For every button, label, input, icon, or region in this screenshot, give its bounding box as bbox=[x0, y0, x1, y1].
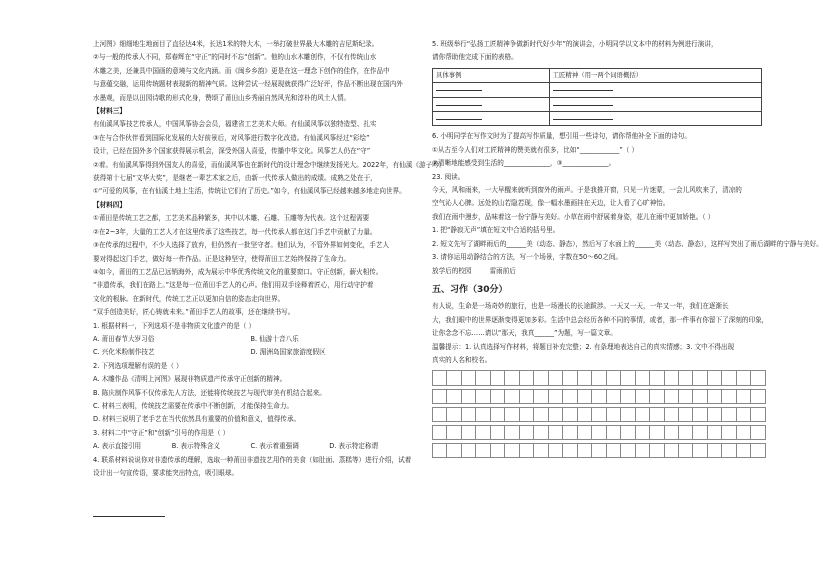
grid-cell[interactable] bbox=[548, 444, 562, 458]
grid-cell[interactable] bbox=[751, 371, 766, 385]
grid-cell[interactable] bbox=[678, 444, 692, 458]
grid-cell[interactable] bbox=[548, 389, 562, 403]
q2-option-d[interactable]: D. 材料三说明了老手艺在当代依然具有重要的价值和意义，值得传承。 bbox=[93, 415, 301, 424]
grid-cell[interactable] bbox=[592, 371, 606, 385]
grid-cell[interactable] bbox=[693, 444, 707, 458]
grid-cell[interactable] bbox=[664, 407, 678, 421]
grid-cell[interactable] bbox=[664, 444, 678, 458]
q1-option-c[interactable]: C. 兴化米粉制作技艺 bbox=[93, 348, 155, 357]
left-column bbox=[93, 38, 446, 480]
grid-cell[interactable] bbox=[707, 425, 721, 439]
grid-cell[interactable] bbox=[461, 425, 475, 439]
grid-cell[interactable] bbox=[722, 389, 736, 403]
grid-cell[interactable] bbox=[751, 444, 766, 458]
q1-option-d[interactable]: D. 湄洲岛国家旅游度假区 bbox=[250, 348, 326, 357]
answer-line[interactable] bbox=[93, 516, 165, 517]
grid-cell[interactable] bbox=[534, 425, 548, 439]
grid-cell[interactable] bbox=[678, 425, 692, 439]
grid-cell[interactable] bbox=[650, 389, 664, 403]
grid-cell[interactable] bbox=[490, 425, 504, 439]
material3-line: ①“可爱的风筝，在有仙溪土地上生活，传统让它们有了历史。”如今，有仙溪风筝已经越来越多地走向世界。 bbox=[93, 187, 406, 196]
grid-cell[interactable] bbox=[693, 407, 707, 421]
grid-cell[interactable] bbox=[447, 371, 461, 385]
question-1-options bbox=[93, 333, 408, 346]
material4-line: ②在2~3年，大量的工艺人才在这里传承了这些技艺，每一代传承人都在这门手艺中贡献了力量。 bbox=[93, 227, 377, 236]
intro-line: 木雕之美，还兼具中国画的意境与文化内涵。而《闽乡乡韵》更是在这一理念下创作的佳作，在作品中 bbox=[93, 66, 390, 75]
material4-line: ③在传承的过程中，不少人选择了放弃，但仍然有一批坚守者。他们认为，不管外界如何变化，手艺人 bbox=[93, 241, 390, 250]
grid-cell[interactable] bbox=[664, 425, 678, 439]
grid-cell[interactable] bbox=[736, 425, 750, 439]
grid-cell[interactable] bbox=[461, 407, 475, 421]
grid-cell[interactable] bbox=[534, 407, 548, 421]
grid-cell[interactable] bbox=[563, 444, 577, 458]
answer-blank[interactable] bbox=[553, 99, 613, 106]
table-row bbox=[433, 83, 762, 97]
grid-cell[interactable] bbox=[577, 425, 591, 439]
essay-tip: 温馨提示：1. 认真选择写作材料，将题目补充完整；2. 有条理地表达自己的真实情感；3. 文中不得出现 bbox=[432, 342, 735, 351]
grid-cell[interactable] bbox=[722, 371, 736, 385]
grid-cell[interactable] bbox=[490, 371, 504, 385]
answer-blank[interactable] bbox=[553, 84, 613, 91]
question-5: 5. 班级举行“弘扬工匠精神争做新时代好少年”的演讲会，小明同学以文本中的材料为例进行演讲， bbox=[432, 40, 718, 48]
right-column bbox=[432, 38, 823, 458]
grid-cell[interactable] bbox=[606, 371, 620, 385]
grid-cell[interactable] bbox=[606, 425, 620, 439]
grid-cell[interactable] bbox=[461, 389, 475, 403]
grid-cell[interactable] bbox=[534, 389, 548, 403]
question-5-cont: 请你帮助他完成下面的表格。 bbox=[432, 53, 518, 62]
grid-cell[interactable] bbox=[534, 371, 548, 385]
material3-line: ②着。有仙溪风筝得到外国友人的喜爱，而仙溪风筝也在新时代的设计理念中继续发扬光大。2022年，有仙溪《游子吟》 bbox=[93, 160, 446, 169]
material4-line: “非遗传承，我们在路上。”这是每一位莆田手艺人的心声。他们用双手诠释着匠心，用行动守护着 bbox=[93, 281, 374, 290]
grid-cell[interactable] bbox=[650, 444, 664, 458]
grid-cell[interactable] bbox=[592, 389, 606, 403]
question-23: 23. 阅读。 bbox=[432, 172, 465, 181]
material3-line: 获得第十七届“文华大奖”，是继老一辈艺术家之后，由新一代传承人做出的成绩。成熟之处在于， bbox=[93, 174, 377, 183]
grid-cell[interactable] bbox=[707, 371, 721, 385]
q3-option-c[interactable]: C. 表示着重强调 bbox=[250, 442, 299, 451]
grid-cell[interactable] bbox=[635, 444, 649, 458]
question-6: 6. 小明同学在写作文时为了提高写作质量，想引用一些诗句，请你帮他补全下面的诗句。 bbox=[432, 132, 691, 141]
question-1: 1. 根据材料一，下列选项不是非物质文化遗产的是（ ） bbox=[93, 321, 256, 330]
material3-heading: 【材料三】 bbox=[93, 107, 126, 116]
grid-cell[interactable] bbox=[621, 407, 635, 421]
q3-option-a[interactable]: A. 表示直接引用 bbox=[93, 442, 142, 451]
grid-cell[interactable] bbox=[693, 425, 707, 439]
question-6-line[interactable]: ②清晰地能感受到生活的______________，③______________。 bbox=[432, 159, 616, 168]
reading-line: 空气沁人心脾。远处的山若隐若现，像一幅水墨画挂在天边，让人看了心旷神怡。 bbox=[432, 199, 670, 208]
essay-line: 大，我们眼中的世界逐渐变得更加多彩。生活中总会经历各种不同的事情，或者，那一件事有你留下了深刻的印象， bbox=[432, 315, 769, 324]
q1-option-a[interactable]: A. 莆田春节大岁习俗 bbox=[93, 334, 155, 343]
grid-cell[interactable] bbox=[707, 407, 721, 421]
grid-cell[interactable] bbox=[447, 389, 461, 403]
grid-cell[interactable] bbox=[505, 371, 519, 385]
reading-line: 今天，风和雨来，一大早醒来就听到窗外的雨声。于是我推开窗，只见一片迷蒙，一会儿风吹来了，清凉的 bbox=[432, 186, 742, 195]
grid-cell[interactable] bbox=[548, 425, 562, 439]
grid-cell[interactable] bbox=[548, 407, 562, 421]
grid-cell[interactable] bbox=[433, 407, 447, 421]
answer-blank[interactable] bbox=[436, 113, 482, 120]
grid-cell[interactable] bbox=[707, 389, 721, 403]
grid-cell[interactable] bbox=[678, 389, 692, 403]
scene-choice[interactable]: 放学后的校园 bbox=[432, 266, 472, 275]
grid-cell[interactable] bbox=[519, 444, 533, 458]
material4-heading: 【材料四】 bbox=[93, 200, 126, 209]
intro-line: ②与一般的传承人不同，郑春辉在“守正”的同时不忘“创新”。他的山水木雕创作，不仅有传统山水 bbox=[93, 53, 377, 62]
grid-cell[interactable] bbox=[621, 425, 635, 439]
grid-cell[interactable] bbox=[650, 425, 664, 439]
material4-line: ①莆田是传统工艺之都，工艺美术品种繁多，其中以木雕、石雕、玉雕等为代表。这个过程需要 bbox=[93, 214, 370, 223]
grid-row bbox=[433, 389, 766, 403]
grid-cell[interactable] bbox=[577, 389, 591, 403]
question-3: 3. 材料二中“守正”和“创新”引号的作用是（ ） bbox=[93, 428, 230, 437]
scene-choice[interactable]: 雷雨前后 bbox=[489, 266, 516, 275]
material3-line: 设计，已经在国外多个国家获得展示机会，深受外国人喜爱，传播中华文化。风筝艺人仍在“守” bbox=[93, 147, 371, 156]
material4-line: “双手创造美好，匠心铸就未来。”莆田手艺人的故事，还在继续书写。 bbox=[93, 308, 295, 317]
q2-option-b[interactable]: B. 陈庆制作风筝不仅传承先人方法，还能将传统技艺与现代审美有机结合起来。 bbox=[93, 388, 326, 397]
grid-cell[interactable] bbox=[606, 389, 620, 403]
grid-cell[interactable] bbox=[461, 444, 475, 458]
essay-tip-cont: 真实的人名和校名。 bbox=[432, 355, 492, 364]
question-4-cont: 设计出一句宣传语，要求能突出特点，吸引眼球。 bbox=[93, 469, 239, 477]
material3-line: ③在与合作伙伴看到国际化发展的大好前景后，对风筝进行数字化改造。有仙溪风筝经过“彩绘” bbox=[93, 133, 370, 142]
intro-line: 上河图》细细地生地面目了直径达4米，长达1米的特大木，一举打破世界最大木雕的吉尼斯纪录。 bbox=[93, 40, 379, 48]
grid-cell[interactable] bbox=[519, 407, 533, 421]
table-header-row bbox=[433, 68, 762, 82]
scene-choices bbox=[432, 265, 766, 278]
intro-line: 水墨观，而是以田园诗歌的形式化身，赞颂了莆田山乡秀丽自然风光和淳朴的风土人情。 bbox=[93, 93, 351, 102]
question-4: 4. 联系材料说说你对非遗传承的理解，选取一种莆田非遗技艺用作的美食（如肚面、蒸糕等）进行介绍，试着 bbox=[93, 455, 412, 464]
table-header-example: 具体事例 bbox=[433, 68, 550, 82]
grid-cell[interactable] bbox=[592, 407, 606, 421]
grid-cell[interactable] bbox=[722, 407, 736, 421]
grid-cell[interactable] bbox=[534, 444, 548, 458]
grid-cell[interactable] bbox=[519, 389, 533, 403]
essay-line: 有人说，生命是一场奇妙的旅行，也是一场漫长的长途跋涉。一天又一天，一年又一年，我们在逐渐长 bbox=[432, 302, 729, 311]
grid-cell[interactable] bbox=[563, 407, 577, 421]
question-2: 2. 下列选项理解有误的是（ ） bbox=[93, 361, 183, 370]
grid-cell[interactable] bbox=[490, 444, 504, 458]
reading-question-3: 3. 请你运用动静结合的方法，写一个场景，字数在50～60之间。 bbox=[432, 253, 623, 262]
grid-cell[interactable] bbox=[650, 371, 664, 385]
grid-cell[interactable] bbox=[563, 389, 577, 403]
example-table bbox=[432, 68, 762, 127]
grid-cell[interactable] bbox=[433, 371, 447, 385]
grid-row bbox=[433, 425, 766, 439]
intro-line: 与意蕴交融，运用传统题材表现新的精神气质。这种尝试一经展现就获得广泛好评，作品不断出现在国内外 bbox=[93, 80, 403, 89]
grid-cell[interactable] bbox=[592, 425, 606, 439]
grid-cell[interactable] bbox=[635, 425, 649, 439]
grid-cell[interactable] bbox=[548, 371, 562, 385]
answer-blank[interactable] bbox=[436, 99, 482, 106]
material4-line: 要对得起这门手艺，做好每一件作品。正是这种坚守，使得莆田工艺始终保持了生命力。 bbox=[93, 254, 351, 263]
grid-cell[interactable] bbox=[505, 407, 519, 421]
grid-cell[interactable] bbox=[505, 444, 519, 458]
grid-cell[interactable] bbox=[490, 407, 504, 421]
grid-cell[interactable] bbox=[635, 407, 649, 421]
grid-cell[interactable] bbox=[693, 371, 707, 385]
grid-row bbox=[433, 371, 766, 385]
grid-cell[interactable] bbox=[736, 371, 750, 385]
grid-cell[interactable] bbox=[577, 407, 591, 421]
grid-cell[interactable] bbox=[751, 407, 766, 421]
grid-cell[interactable] bbox=[606, 444, 620, 458]
material4-line: 文化的根脉。在新时代，传统工艺正以更加自信的姿态走向世界。 bbox=[93, 294, 285, 303]
grid-cell[interactable] bbox=[577, 371, 591, 385]
q1-option-b[interactable]: B. 仙游十音八乐 bbox=[250, 334, 299, 343]
grid-cell[interactable] bbox=[476, 425, 490, 439]
question-6-line[interactable]: ①从古至今人们对工匠精神的赞美就有很多，比如“____________”（ ） bbox=[432, 145, 639, 154]
grid-cell[interactable] bbox=[476, 371, 490, 385]
grid-cell[interactable] bbox=[664, 371, 678, 385]
grid-cell[interactable] bbox=[563, 425, 577, 439]
reading-question-2[interactable]: 2. 短文先写了湖畔雨后的______美（动态、静态），然后写了水面上的______美（动态、静态），这样写突出了雨后湖畔的宁静与美好。 bbox=[432, 239, 823, 248]
section-5-title: 五、习作（30分） bbox=[432, 284, 508, 295]
grid-cell[interactable] bbox=[433, 444, 447, 458]
table-row bbox=[433, 97, 762, 111]
grid-cell[interactable] bbox=[461, 371, 475, 385]
grid-cell[interactable] bbox=[678, 407, 692, 421]
grid-cell[interactable] bbox=[505, 425, 519, 439]
grid-cell[interactable] bbox=[577, 444, 591, 458]
q2-option-c[interactable]: C. 材料三表明，传统技艺需要在传承中不断创新，才能保持生命力。 bbox=[93, 401, 294, 410]
grid-cell[interactable] bbox=[736, 444, 750, 458]
grid-cell[interactable] bbox=[433, 389, 447, 403]
material3-line: 有仙溪风筝技艺传承人，中国风筝协会会员，福建省工艺美术大师。有仙溪风筝以独特造型、扎实 bbox=[93, 120, 377, 129]
reading-question-1: 1. 把“静寂无声”填在短文中合适的括号里。 bbox=[432, 226, 560, 235]
grid-cell[interactable] bbox=[678, 371, 692, 385]
grid-cell[interactable] bbox=[476, 407, 490, 421]
grid-cell[interactable] bbox=[490, 389, 504, 403]
grid-cell[interactable] bbox=[447, 407, 461, 421]
table-row bbox=[433, 112, 762, 126]
grid-row bbox=[433, 444, 766, 458]
grid-cell[interactable] bbox=[447, 425, 461, 439]
grid-cell[interactable] bbox=[693, 389, 707, 403]
grid-cell[interactable] bbox=[476, 389, 490, 403]
q3-option-d[interactable]: D. 表示特定称谓 bbox=[329, 442, 379, 451]
grid-cell[interactable] bbox=[621, 389, 635, 403]
grid-cell[interactable] bbox=[519, 371, 533, 385]
grid-cell[interactable] bbox=[751, 389, 766, 403]
grid-cell[interactable] bbox=[519, 425, 533, 439]
grid-cell[interactable] bbox=[635, 371, 649, 385]
table-header-spirit: 工匠精神（用一两个词语概括） bbox=[549, 68, 761, 82]
grid-cell[interactable] bbox=[635, 389, 649, 403]
grid-cell[interactable] bbox=[722, 425, 736, 439]
grid-cell[interactable] bbox=[736, 407, 750, 421]
grid-cell[interactable] bbox=[433, 425, 447, 439]
q2-option-a[interactable]: A. 木雕作品《清明上河图》展现非物质遗产传承守正创新的精神。 bbox=[93, 375, 287, 384]
writing-grid[interactable] bbox=[432, 370, 766, 458]
material4-line: ④如今，莆田的工艺品已远销海外，成为展示中华优秀传统文化的重要窗口。守正创新，薪火相传。 bbox=[93, 267, 383, 276]
grid-cell[interactable] bbox=[751, 425, 766, 439]
grid-cell[interactable] bbox=[447, 444, 461, 458]
answer-blank[interactable] bbox=[553, 113, 613, 120]
question-3-options bbox=[93, 440, 408, 453]
answer-blank[interactable] bbox=[436, 84, 482, 91]
grid-cell[interactable] bbox=[621, 444, 635, 458]
grid-cell[interactable] bbox=[650, 407, 664, 421]
grid-cell[interactable] bbox=[592, 444, 606, 458]
grid-cell[interactable] bbox=[707, 444, 721, 458]
grid-row bbox=[433, 407, 766, 421]
grid-cell[interactable] bbox=[736, 389, 750, 403]
grid-cell[interactable] bbox=[563, 371, 577, 385]
question-1-options bbox=[93, 346, 408, 359]
grid-cell[interactable] bbox=[505, 389, 519, 403]
q3-option-b[interactable]: B. 表示特殊含义 bbox=[171, 442, 221, 451]
grid-cell[interactable] bbox=[722, 444, 736, 458]
grid-cell[interactable] bbox=[476, 444, 490, 458]
grid-cell[interactable] bbox=[664, 389, 678, 403]
reading-line: 我们在雨中漫步，品味着这一份宁静与美好。小草在雨中舒展着身姿，花儿在雨中更加娇艳。（ ） bbox=[432, 212, 715, 221]
grid-cell[interactable] bbox=[606, 407, 620, 421]
grid-cell[interactable] bbox=[621, 371, 635, 385]
essay-line: 让你念念不忘……请以“那天，我真______”为题，写一篇文章。 bbox=[432, 329, 617, 338]
